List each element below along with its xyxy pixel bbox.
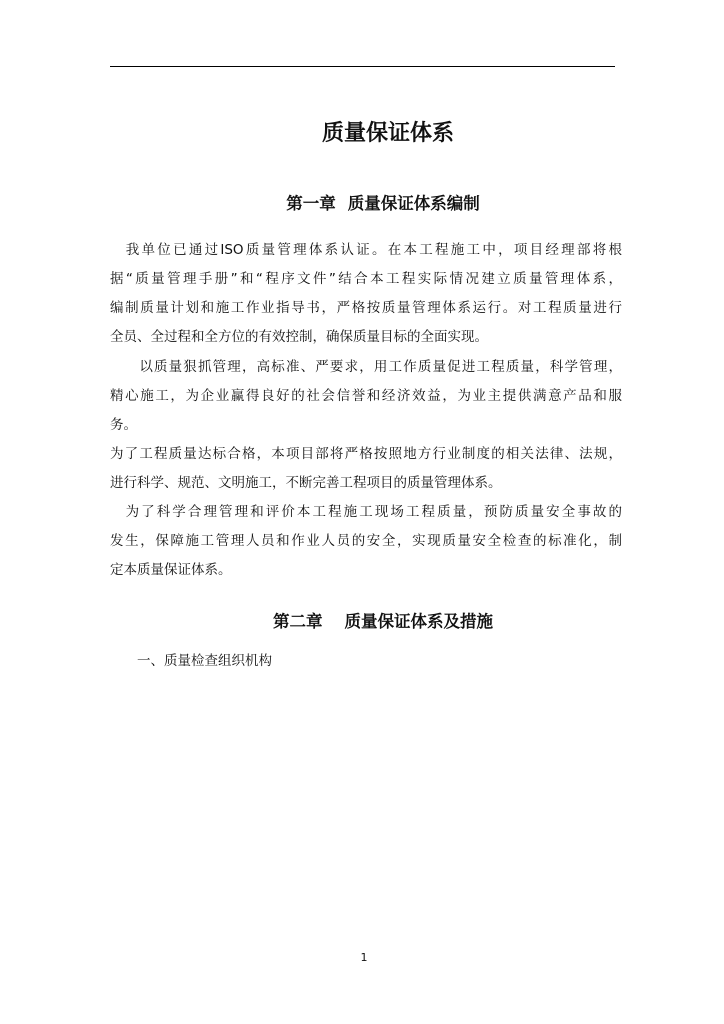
paragraph-line: 务。 bbox=[110, 417, 137, 433]
page-number: 1 bbox=[360, 951, 368, 964]
paragraph-line: 据“质量管理手册”和“程序文件”结合本工程实际情况建立质量管理体系， bbox=[110, 271, 622, 287]
chapter-1-title: 质量保证体系编制 bbox=[347, 194, 480, 213]
chapter-1-number: 第一章 bbox=[286, 194, 336, 213]
paragraph-2 bbox=[110, 353, 622, 440]
paragraph-line: 发生，保障施工管理人员和作业人员的安全，实现质量安全检查的标准化，制 bbox=[110, 533, 622, 549]
chapter-2-heading bbox=[0, 608, 724, 632]
section-heading: 一、质量检查组织机构 bbox=[137, 653, 272, 669]
chapter-1-heading bbox=[0, 190, 724, 214]
paragraph-line: 进行科学、规范、文明施工，不断完善工程项目的质量管理体系。 bbox=[110, 475, 502, 491]
paragraph-3 bbox=[110, 440, 622, 498]
paragraph-line: 为了工程质量达标合格，本项目部将严格按照地方行业制度的相关法律、法规， bbox=[110, 446, 622, 462]
paragraph-line: 以质量狠抓管理，高标准、严要求，用工作质量促进工程质量，科学管理， bbox=[110, 359, 622, 375]
paragraph-line: 我单位已通过ISO质量管理体系认证。在本工程施工中，项目经理部将根 bbox=[110, 242, 622, 258]
paragraph-4 bbox=[110, 498, 622, 585]
paragraph-line: 定本质量保证体系。 bbox=[110, 562, 232, 578]
paragraph-line: 精心施工，为企业赢得良好的社会信誉和经济效益，为业主提供满意产品和服 bbox=[110, 388, 622, 404]
chapter-2-title: 质量保证体系及措施 bbox=[344, 612, 493, 631]
paragraph-line: 编制质量计划和施工作业指导书，严格按质量管理体系运行。对工程质量进行 bbox=[110, 300, 622, 316]
header-rule bbox=[110, 66, 615, 67]
chapter-2-number: 第二章 bbox=[273, 612, 323, 631]
paragraph-1 bbox=[110, 236, 622, 352]
document-title: 质量保证体系 bbox=[321, 121, 454, 146]
paragraph-line: 全员、全过程和全方位的有效控制，确保质量目标的全面实现。 bbox=[110, 329, 488, 345]
paragraph-line: 为了科学合理管理和评价本工程施工现场工程质量，预防质量安全事故的 bbox=[110, 504, 622, 520]
